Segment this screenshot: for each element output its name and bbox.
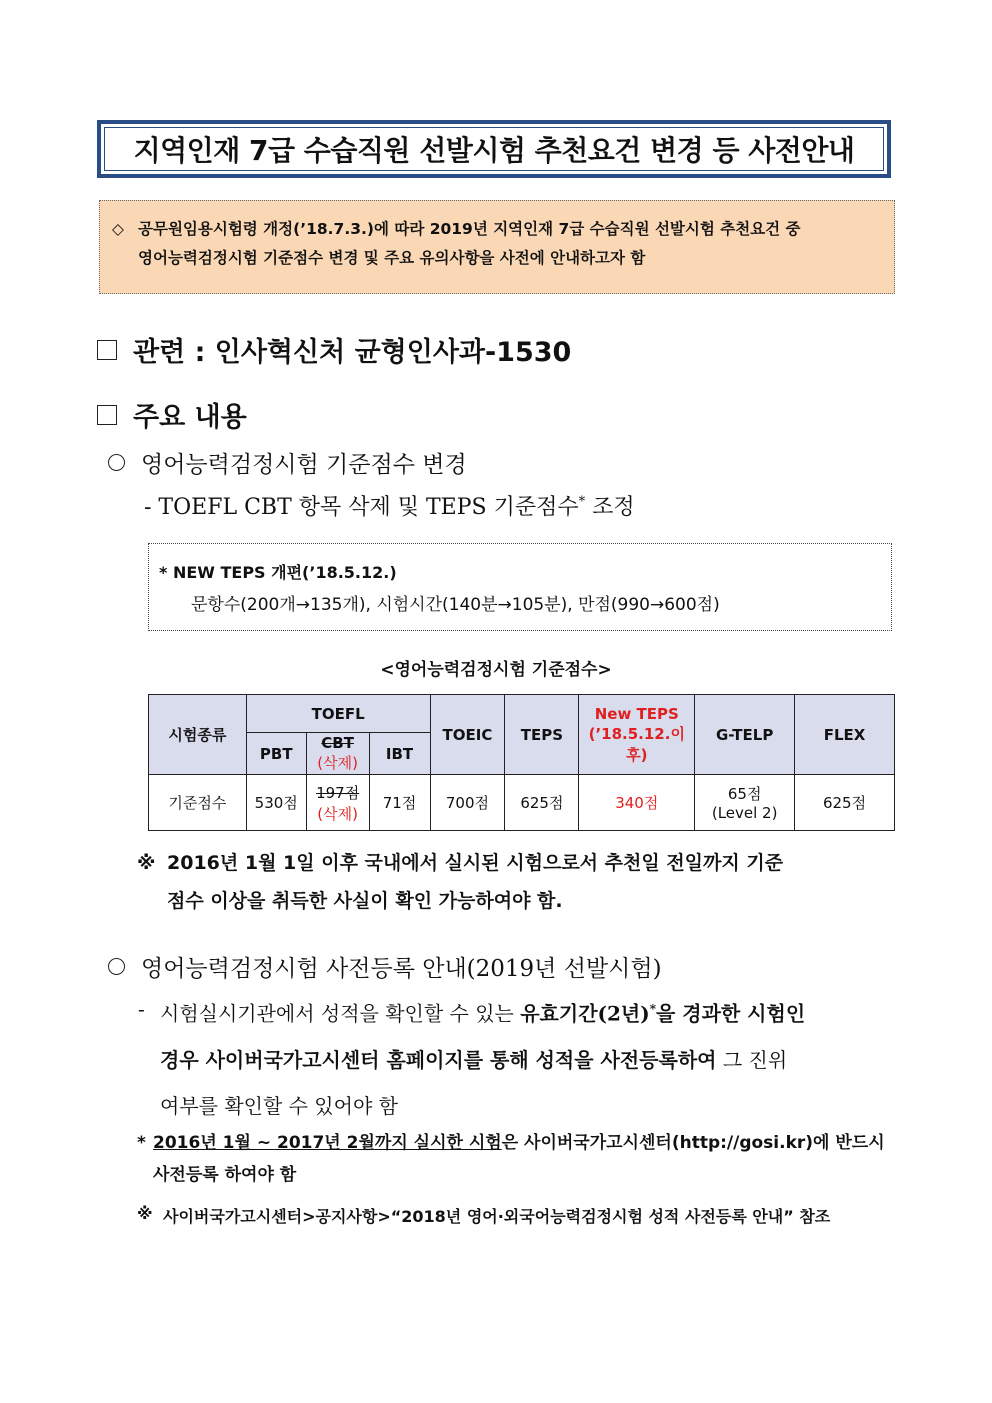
section2-body: [138, 986, 898, 1129]
intro-row: [112, 215, 884, 273]
main-heading-text: 주요 내용: [133, 402, 247, 433]
section2-heading-text: 영어능력검정시험 사전등록 안내(2019년 선발시험): [141, 956, 662, 982]
header-flex: FLEX: [795, 695, 895, 775]
section1-sub-star: *: [578, 494, 586, 510]
main-heading: [97, 395, 247, 434]
footnote-line-1-underlined: 2016년 1월 ~ 2017년 2월까지 실시한 시험: [153, 1133, 502, 1153]
teps-note-box: [148, 543, 892, 631]
header-test-type: 시험종류: [149, 695, 247, 775]
page-title: 지역인재 7급 수습직원 선발시험 추천요건 변경 등 사전안내: [133, 134, 855, 167]
cell-label: 기준점수: [149, 775, 247, 831]
section2-line-1a: 시험실시기관에서 성적을 확인할 수 있는: [160, 1001, 521, 1026]
section2-line-3: 여부를 확인할 수 있어야 함: [160, 1093, 398, 1118]
section2-line-1c: 을 경과한 시험인: [655, 1001, 806, 1026]
header-toeic: TOEIC: [430, 695, 505, 775]
header-teps: TEPS: [505, 695, 579, 775]
checkbox-square-icon: [97, 340, 117, 360]
header-cbt: [306, 733, 369, 775]
cell-cbt-value: 197점: [316, 783, 360, 802]
footnote-line-1-rest: 은 사이버국가고시센터(http://gosi.kr)에 반드시: [501, 1133, 885, 1153]
footnote-line-1: [153, 1127, 885, 1159]
cell-gtelp-score: 65점: [727, 785, 762, 803]
table-note-line-2: 점수 이상을 취득한 사실이 확인 가능하여야 함.: [167, 890, 563, 912]
section2-line-2: [138, 1037, 898, 1083]
teps-note-line-1: * NEW TEPS 개편(’18.5.12.): [159, 563, 397, 582]
section1-sub-tail: 조정: [585, 495, 635, 520]
score-table: [148, 694, 895, 831]
section2-line-1-star: *: [649, 1002, 656, 1016]
section2-line-1b: 유효기간(2년): [520, 1001, 650, 1026]
footnote-star: *: [137, 1133, 146, 1153]
cell-cbt-deleted: (삭제): [317, 804, 358, 823]
section2-line-2a: 경우 사이버국가고시센터 홈페이지를 통해 성적을 사전등록하여: [160, 1047, 717, 1072]
table-note-line-1: 2016년 1월 1일 이후 국내에서 실시된 시험으로서 추천일 전일까지 기준: [167, 852, 784, 874]
reference-text: 사이버국가고시센터>공지사항>“2018년 영어·외국어능력검정시험 성적 사전등록 안내” 참조: [163, 1207, 831, 1226]
section1-heading-text: 영어능력검정시험 기준점수 변경: [141, 452, 467, 478]
footnote-line-2: 사전등록 하여야 함: [153, 1165, 297, 1185]
cell-pbt: 530점: [246, 775, 306, 831]
header-cbt-label: CBT: [321, 734, 354, 752]
intro-line-2: 영어능력검정시험 기준점수 변경 및 주요 유의사항을 사전에 안내하고자 함: [138, 249, 646, 267]
section2-line-1: [160, 986, 805, 1037]
intro-line-1: 공무원임용시험령 개정(’18.7.3.)에 따라 2019년 지역인재 7급 수습직원 선발시험 추천요건 중: [138, 220, 801, 238]
table-note-row-1: [137, 844, 897, 882]
diamond-icon: ◇: [112, 220, 124, 238]
teps-note-line-2: 문항수(200개→135개), 시험시간(140분→105분), 만점(990→600점): [191, 595, 720, 615]
footnote: [137, 1127, 897, 1191]
cell-teps: 625점: [505, 775, 579, 831]
reference-mark-icon: ※: [137, 852, 156, 874]
table-row: [149, 775, 895, 831]
section2-line-2b: 그 진위: [716, 1047, 788, 1072]
cell-cbt: [306, 775, 369, 831]
related-heading: [97, 330, 571, 369]
intro-box: [99, 200, 895, 294]
cell-new-teps: 340점: [579, 775, 695, 831]
intro-text: [138, 215, 884, 273]
section1-sub-text: - TOEFL CBT 항목 삭제 및 TEPS 기준점수: [144, 495, 579, 520]
header-new-teps: [579, 695, 695, 775]
title-box: [97, 120, 891, 178]
footnote-row-1: [137, 1127, 897, 1159]
header-ibt: IBT: [369, 733, 430, 775]
cell-gtelp: [695, 775, 795, 831]
header-pbt: PBT: [246, 733, 306, 775]
section2-heading: [108, 950, 662, 983]
circle-bullet-icon: [108, 454, 125, 471]
cell-gtelp-level: (Level 2): [711, 804, 778, 822]
cell-toeic: 700점: [430, 775, 505, 831]
section2-dash: -: [138, 997, 145, 1021]
header-new-teps-line-1: New TEPS: [594, 704, 679, 723]
checkbox-square-icon: [97, 405, 117, 425]
cell-ibt: 71점: [369, 775, 430, 831]
header-gtelp: G-TELP: [695, 695, 795, 775]
cell-flex: 625점: [795, 775, 895, 831]
related-text: 관련 : 인사혁신처 균형인사과-1530: [133, 337, 572, 368]
section1-sub: [144, 490, 635, 521]
reference-note: [137, 1204, 907, 1227]
circle-bullet-icon: [108, 958, 125, 975]
reference-mark-icon: ※: [137, 1204, 153, 1223]
header-new-teps-line-2: (’18.5.12.이후): [588, 724, 685, 764]
table-caption: <영어능력검정시험 기준점수>: [380, 660, 612, 680]
section2-body-row-1: [138, 986, 898, 1037]
header-toefl: TOEFL: [246, 695, 430, 733]
header-cbt-deleted: (삭제): [317, 754, 358, 772]
table-note: [137, 844, 897, 920]
section1-heading: [108, 446, 467, 479]
